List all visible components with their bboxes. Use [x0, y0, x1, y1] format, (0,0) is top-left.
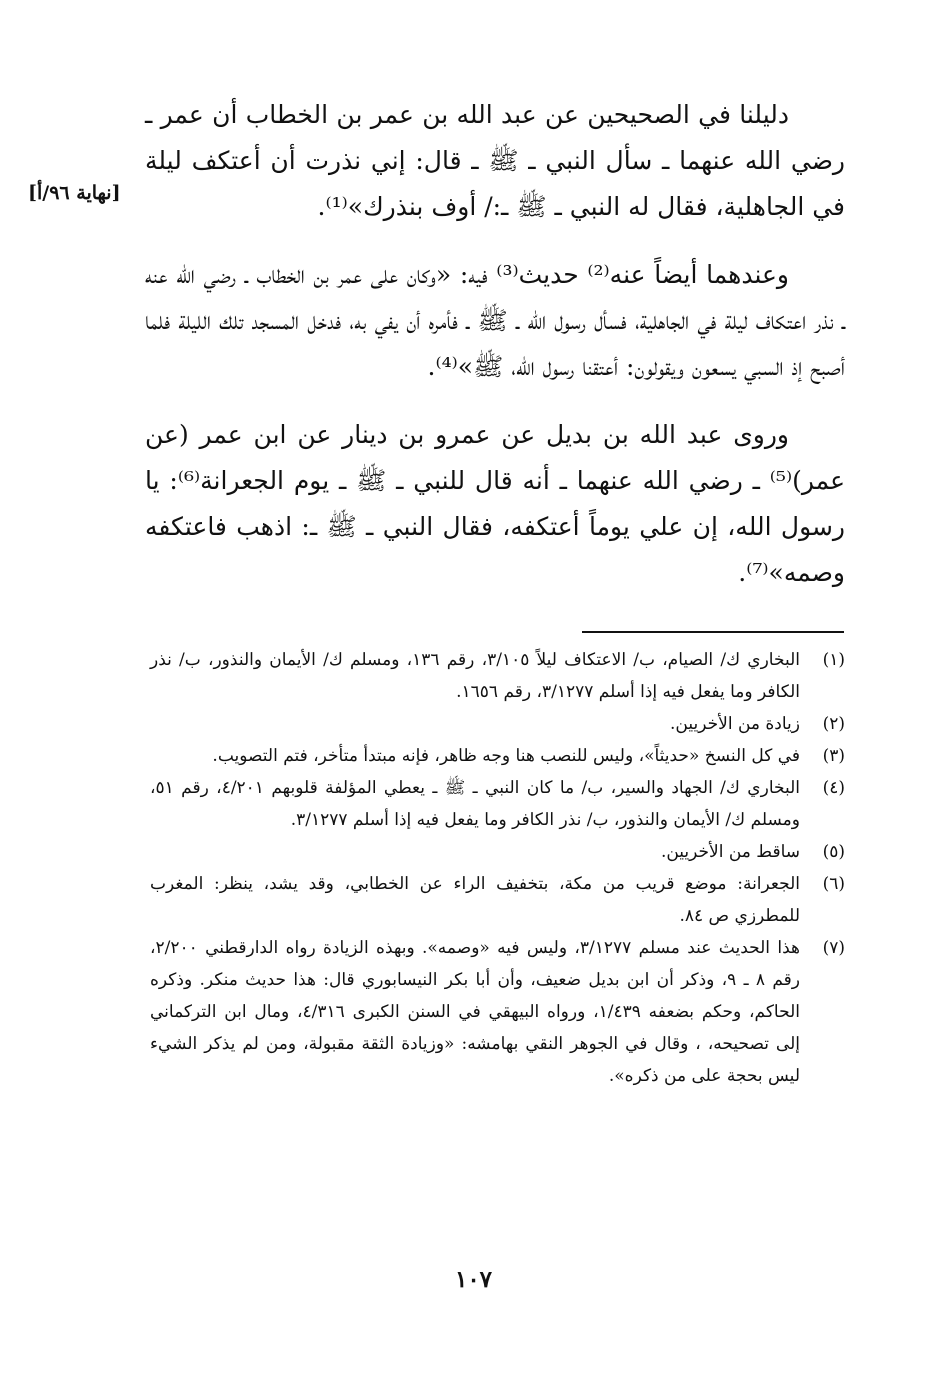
page-number: ١٠٧: [454, 1266, 493, 1293]
footnote-number: (٧): [822, 938, 845, 958]
footnote-text: البخاري ك/ الصيام، ب/ الاعتكاف ليلاً ٣/١٠٥، رقم ١٣٦، ومسلم ك/ الأيمان والنذور، ب/ نذر الكافر وما يفعل فيه إذا أسلم ٣/١٢٧٧، رقم ١٦٥٦.: [150, 650, 800, 702]
footnote-7: [150, 932, 845, 1092]
footnote-divider: [582, 631, 844, 633]
footnote-1: [150, 644, 845, 708]
footnote-number: (١): [822, 650, 845, 670]
main-text: [145, 92, 845, 618]
footnote-text: في كل النسخ «حديثاً»، وليس للنصب هنا وجه ظاهر، فإنه مبتدأ متأخر، فتم التصويب.: [212, 746, 800, 766]
footnote-number: (٤): [822, 778, 845, 798]
body-paragraph-2: وعندهما أيضاً عنه⁽²⁾ حديث⁽³⁾ فيه: «وكان على عمر بن الخطاب ـ رضي الله عنه ـ نذر اعتكاف ليلة في الجاهلية، فسأل رسول الله ـ ﷺ ـ فأمره أن يفي به، فدخل المسجد تلك الليلة فلما أصبح إذ السبي يسعون ويقولون: أعتقنا رسول الله، ﷺ»⁽⁴⁾.: [145, 260, 845, 381]
footnote-5: [150, 836, 845, 868]
footnote-number: (٥): [822, 842, 845, 862]
footnote-2: [150, 708, 845, 740]
footnote-text: زيادة من الأخريين.: [670, 714, 800, 734]
footnote-3: [150, 740, 845, 772]
footnote-text: ساقط من الأخريين.: [660, 842, 800, 862]
footnote-text: البخاري ك/ الجهاد والسير، ب/ ما كان النبي ـ ﷺ ـ يعطي المؤلفة قلوبهم ٤/٢٠١، رقم ٥١، ومسلم ك/ الأيمان والنذور، ب/ نذر الكافر وما يفعل فيه إذا أسلم ٣/١٢٧٧.: [150, 778, 800, 830]
body-paragraph-1: دليلنا في الصحيحين عن عبد الله بن عمر بن الخطاب أن عمر ـ رضي الله عنهما ـ سأل النبي ـ ﷺ ـ قال: إني نذرت أن أعتكف ليلة في الجاهلية، فقال له النبي ـ ﷺ ـ:/ أوف بنذرك»⁽¹⁾.: [145, 100, 845, 221]
footnote-number: (٣): [822, 746, 845, 766]
body-paragraph-3: وروى عبد الله بن بديل عن عمرو بن دينار عن ابن عمر (عن عمر)⁽⁵⁾ ـ رضي الله عنهما ـ أنه قال للنبي ـ ﷺ ـ يوم الجعرانة⁽⁶⁾: يا رسول الله، إن علي يوماً أعتكفه، فقال النبي ـ ﷺ ـ: اذهب فاعتكفه وصمه»⁽⁷⁾.: [145, 420, 846, 587]
footnote-6: [150, 868, 845, 932]
footnote-number: (٢): [822, 714, 845, 734]
footnote-number: (٦): [822, 874, 845, 894]
margin-note: [نهاية ٩٦/أ]: [28, 182, 121, 204]
footnotes: [150, 644, 845, 1092]
footnote-4: [150, 772, 845, 836]
footnote-text: هذا الحديث عند مسلم ٣/١٢٧٧، وليس فيه «وصمه». وبهذه الزيادة رواه الدارقطني ٢/٢٠٠، رقم ٨ ـ ٩، وذكر أن ابن بديل ضعيف، وأن أبا بكر النيسابوري قال: هذا حديث منكر. وذكره الحاكم، وحكم بضعفه ١/٤٣٩، ورواه البيهقي في السنن الكبرى ٤/٣١٦، ومال ابن التركماني إلى تصحيحه، ، وقال في الجوهر النقي بهامشه: «وزيادة الثقة مقبولة، ومن لم يذكر الشيء ليس بحجة على من ذكره».: [150, 938, 800, 1086]
footnote-text: الجعرانة: موضع قريب من مكة، بتخفيف الراء عن الخطابي، وقد يشد، ينظر: المغرب للمطرزي ص ٨٤.: [150, 874, 800, 926]
